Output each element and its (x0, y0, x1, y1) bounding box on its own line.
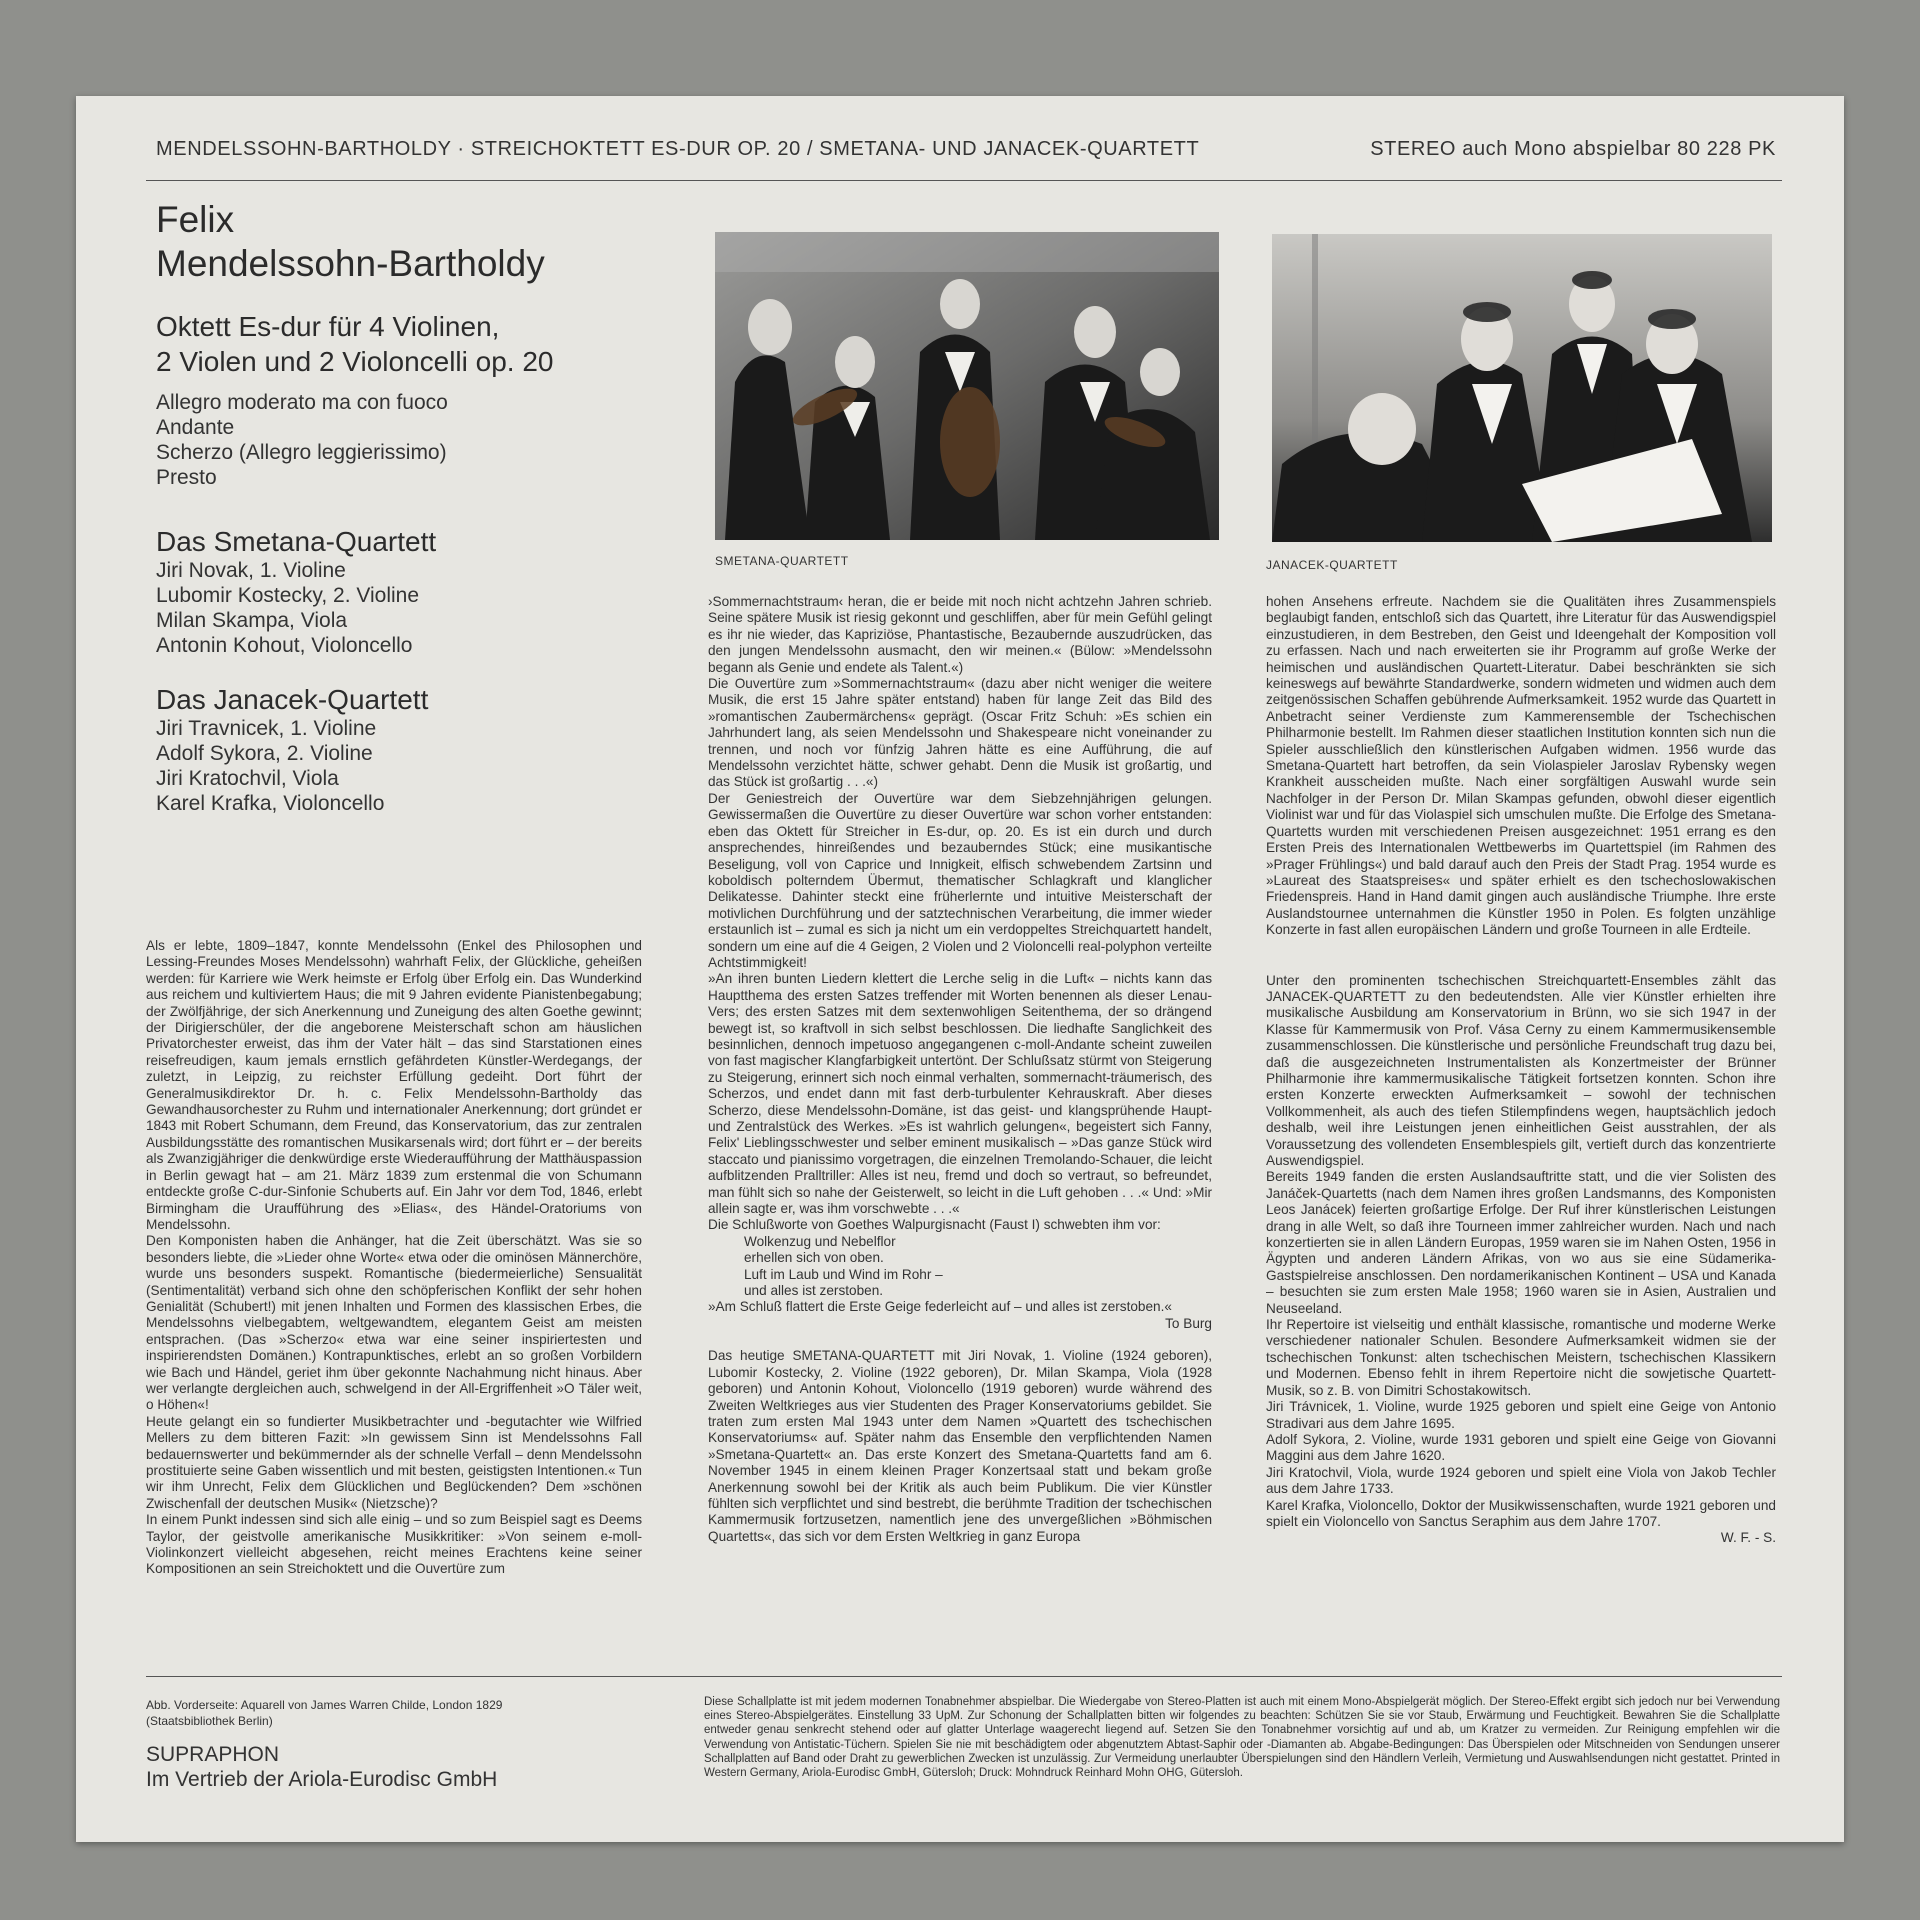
member-item: Milan Skampa, Viola (156, 609, 348, 632)
ensemble-title: Das Janacek-Quartett (156, 684, 429, 715)
work-title (156, 309, 554, 379)
paragraph: Adolf Sykora, 2. Violine, wurde 1931 geboren und spielt eine Geige von Giovanni Maggini aus dem Jahre 1620. (1266, 1431, 1776, 1464)
paragraph: Die Ouvertüre zum »Sommernachtstraum« (dazu aber nicht weniger die weitere Musik, die erst 15 Jahre später entstand) haben für lange Zeit das Bild des »romantischen Zaubermärchens« geprägt. (Oscar Fritz Schuh: »Es schien ein Jahrhundert lang, als seien Mendelssohn und Shakespeare nicht voneinander zu trennen, und noch vor fünfzig Jahren hätte es eine Aufführung, die auf Mendelssohn verzichtet hätte, schwer gehabt. Denn die Musik ist großartig, und das Stück ist großartig . . .«) (708, 676, 1212, 790)
member-list (156, 716, 428, 816)
distributor: Im Vertrieb der Ariola-Eurodisc GmbH (146, 1768, 498, 1791)
work-title-line-2: 2 Violen und 2 Violoncelli op. 20 (156, 346, 554, 377)
member-item: Karel Krafka, Violoncello (156, 792, 385, 815)
paragraph: Karel Krafka, Violoncello, Doktor der Musikwissenschaften, wurde 1921 geboren und spielt ein Violoncello von Sanctus Seraphim aus dem Jahre 1707. (1266, 1497, 1776, 1529)
paragraph: »Am Schluß flattert die Erste Geige federleicht auf – und alles ist zerstoben.« (708, 1299, 1172, 1315)
header-rule (146, 180, 1782, 181)
record-jacket-back (76, 96, 1844, 1842)
record-label (146, 1742, 497, 1792)
paragraph: Als er lebte, 1809–1847, konnte Mendelssohn (Enkel des Philosophen und Lessing-Freundes Moses Mendelssohn) wahrhaft Felix, der Glückliche, geheißen werden: für Karriere wie Werk heimste er Erfolg über Erfolg ein. Das Wunderkind aus reichem und kultiviertem Haus; die mit 9 Jahren evidente Pianistenbegabung; der Zwölfjährige, der sich Anerkennung und Zuneigung des alten Goethe gewinnt; der Dirigierschüler, der die angeborene Meisterschaft schon am häuslichen Privatorchester erweist, das ihm der Vater hält – das sind Starstationen eines reisefreudigen, kaum jemals ernstlich gefährdeten Künstler-Werdegangs, der zuletzt, in Leipzig, zu reichster Erfüllung gedeiht. Dort führt der Generalmusikdirektor Dr. h. c. Felix Mendelssohn-Bartholdy das Gewandhausorchester zu Ruhm und internationaler Anerkennung; dort gründet er 1843 mit Robert Schumann, dem Freund, das Konservatorium, das zur zentralen Ausbildungsstätte des romantischen Musikarsenals wird; dort führt er – der bereits als Zwanzigjähriger die denkwürdige erste Wiederaufführung der Matthäuspassion in Berlin gewagt hat – am 21. März 1839 zum erstenmal die von Schumann entdeckte große C-dur-Sinfonie Schuberts auf. Ein Jahr vor dem Tod, 1846, erlebt Birmingham die Uraufführung des »Elias«, des Händel-Oratoriums von Mendelssohn. (146, 938, 642, 1232)
smetana-photo-image (715, 232, 1219, 540)
cover-credit (146, 1697, 502, 1729)
paragraph: hohen Ansehens erfreute. Nachdem sie die Qualitäten ihres Zusammenspiels beglaubigt fanden, entschloß sich das Quartett, ihre Literatur für das Auswendigspiel einzustudieren, in dem Bestreben, den Geist und Ideengehalt der Komposition voll zu erfassen. Nach und nach erweiterten sie ihr Programm auf große Werke der heimischen und ausländischen Quartett-Literatur. Dabei beschränkten sie sich keineswegs auf bewährte Standardwerke, sondern widmeten und widmen auch dem zeitgenössischen Schaffen gebührende Aufmerksamkeit. 1952 wurde das Quartett in Anbetracht seiner Verdienste zum Kammerensemble der Tschechischen Philharmonie bestellt. Im Rahmen dieser staatlichen Institution konnten sich nun die Spieler ausschließlich den künstlerischen Aufgaben widmen. 1956 wurde das Smetana-Quartett hart betroffen, da sein Violaspieler Jaroslav Rybensky wegen Krankheit ausscheiden mußte. Nach einer sorgfältigen Auswahl wurde sein Nachfolger in der Person Dr. Milan Skampas gefunden, obwohl dieser eigentlich Violinist war und für das Violaspiel sich umschulen mußte. Die Erfolge des Smetana-Quartetts wurden mit verschiedenen Preisen ausgezeichnet: 1951 errang es den Ersten Preis des Internationalen Wettbewerbs im Quartettspiel (im Rahmen des »Prager Frühlings«) und bald darauf auch den Preis der Stadt Prag. 1954 wurde es »Laureat des Staatspreises« und später erhielt es den tschechoslowakischen Friedenspreis. Hand in Hand damit gingen auch ausländische Triumphe. Ihre erste Auslandstournee unternahmen die Künstler 1950 in Polen. Es folgten unzählige Konzerte in fast allen europäischen Ländern und große Tourneen in alle Erdteile. (1266, 594, 1776, 938)
smetana-photo-caption: SMETANA-QUARTETT (715, 554, 849, 568)
paragraph: Jiri Trávnicek, 1. Violine, wurde 1925 geboren und spielt eine Geige von Antonio Stradivari aus dem Jahre 1695. (1266, 1399, 1776, 1431)
composer-last-name: Mendelssohn-Bartholdy (156, 243, 545, 284)
member-item: Lubomir Kostecky, 2. Violine (156, 584, 420, 607)
ensemble-janacek (156, 671, 428, 816)
paragraph: Unter den prominenten tschechischen Streichquartett-Ensembles zählt das JANACEK-QUARTETT zu den bedeutendsten. Alle vier Künstler erhielten ihre musikalische Ausbildung am Konservatorium in Brünn, wo sie sich 1947 in der Klasse für Kammermusik von Prof. Vása Cerny zu einem Kammermusikensemble zusammenschlossen. Die künstlerische und persönliche Freundschaft trug dazu bei, daß die ausgezeichneten Instrumentalisten als Konzertmeister der Brünner Philharmonie ihre kammermusikalische Tätigkeit fortsetzen konnten. Schon ihre ersten Konzerte erweckten Aufmerksamkeit – sowohl der technischen Vollkommenheit, als auch des tiefen Stilempfindens wegen, hauptsächlich jedoch deshalb, weil ihre Leistungen jenen einheitlichen Geist ausstrahlen, der als Voraussetzung des vollendeten Ensemblespiels gilt, vertieft durch das konzentrierte Auswendigspiel. (1266, 972, 1776, 1168)
janacek-photo-caption: JANACEK-QUARTETT (1266, 558, 1398, 572)
member-item: Adolf Sykora, 2. Violine (156, 742, 373, 765)
member-item: Jiri Novak, 1. Violine (156, 559, 346, 582)
author-signature: W. F. - S. (1720, 1530, 1776, 1546)
movement-list (156, 390, 448, 490)
paragraph: Jiri Kratochvil, Viola, wurde 1924 geboren und spielt eine Viola von Jakob Techler aus dem Jahre 1733. (1266, 1464, 1776, 1497)
paragraph: Das heutige SMETANA-QUARTETT mit Jiri Novak, 1. Violine (1924 geboren), Lubomir Kostecky, 2. Violine (1922 geboren), Dr. Milan Skampa, Viola (1928 geboren) und Antonin Kohout, Violoncello (1919 geboren) wurde während des Zweiten Weltkrieges aus vier Studenten des Prager Konservatoriums gebildet. Sie traten zum ersten Mal 1943 unter dem Namen »Quartett des tschechischen Konservatoriums« auf. Später nahm das Ensemble den verpflichtenden Namen »Smetana-Quartett« an. Das erste Konzert des Smetana-Quartetts fand am 6. November 1945 in einem kleinen Prager Konzertsaal statt und bekam große Anerkennung sowohl bei der Kritik als auch beim Publikum. Die vier Künstler fühlten sich verpflichtet und sind bestrebt, die berühmte Tradition der tschechischen Kammermusik fortzusetzen, namentlich jene des unvergeßlichen »Böhmischen Quartetts«, das sich vor dem Ersten Weltkrieg in ganz Europa (708, 1348, 1212, 1544)
poem-line: Luft im Laub und Wind im Rohr – (744, 1266, 943, 1282)
janacek-quartet-photo (1272, 234, 1772, 542)
poem (708, 1234, 1212, 1300)
poem-line: erhellen sich von oben. (744, 1250, 884, 1266)
paragraph: Die Schlußworte von Goethes Walpurgisnacht (Faust I) schwebten ihm vor: (708, 1217, 1161, 1233)
member-list (156, 558, 436, 658)
paragraph: Bereits 1949 fanden die ersten Auslandsauftritte statt, und die vier Solisten des Janáček-Quartetts (nach dem Namen ihres großen Landsmanns, des Komponisten Leos Janácek) feierten großartige Erfolge. Der Ruf ihrer künstlerischen Leistungen drang in alle Welt, so daß ihre Tourneen immer zahlreicher wurden. Nach und nach konzertierten sie in allen Ländern Europas, 1959 waren sie im Nahen Osten, 1956 in Ägypten und anderen Ländern Afrikas, von wo aus sie eine Südamerika-Gastspielreise anschlossen. Den nordamerikanischen Kontinent – USA und Kanada – besuchten sie zum ersten Male 1958; 1960 waren sie in Asien, Australien und Neuseeland. (1266, 1169, 1776, 1316)
paragraph: Der Geniestreich der Ouvertüre war dem Siebzehnjährigen gelungen. Gewissermaßen die Ouvertüre zu dieser Ouvertüre war schon vorher entstanden: eben das Oktett für Streicher in Es-dur, op. 20. Es ist ein durch und durch ansprechendes, hinreißendes und bezauberndes Stück; eine musikantische Beseligung, voll von Caprice und Innigkeit, elfisch schwebendem Zartsinn und koboldisch polterndem Übermut, thematischer Schlagkraft und klanglicher Delikatesse. Dahinter steckt eine früherlernte und intuitive Meisterschaft der motivlichen Durchführung und der satztechnischen Verarbeitung, die immer wieder erstaunlich ist – zumal es sich ja nicht um ein verdoppeltes Streichquartett handelt, sondern um eine auf die 4 Geigen, 2 Violen und 2 Violoncelli real-polyphon verteilte Achtstimmigkeit! (708, 790, 1212, 970)
playback-notice: Diese Schallplatte ist mit jedem modernen Tonabnehmer abspielbar. Die Wiedergabe von Stereo-Platten ist auch mit einem Mono-Abspielgerät möglich. Der Stereo-Effekt ergibt sich jedoch nur bei Verwendung eines Stereo-Abspielgerätes. Einstellung 33 UpM. Zur Schonung der Schallplatten bitten wir folgendes zu beachten: Schützen Sie sie vor Staub, Erwärmung und Feuchtigkeit. Bewahren Sie die Schallplatte entweder genau senkrecht stehend oder auf glatter Unterlage waagerecht liegend auf. Setzen Sie den Tonabnehmer vorsichtig auf und ab, um Kratzer zu vermeiden. Zur Reinigung empfehlen wir die Verwendung von Antistatic-Tüchern. Spielen Sie nie mit beschädigtem oder abgenutztem Abtast-Saphir oder -Diamanten ab. Abgabe-Bedingungen: Das Überspielen oder Mitschneiden von Sendungen unserer Schallplatten auf Band oder Draht zu gewerblichen Zwecken ist unzulässig. Zur Vermeidung unerlaubter Überspielungen sind den Händlern Verleih, Vermietung und Auswahlsendungen nicht gestattet. Printed in Western Germany, Ariola-Eurodisc GmbH, Gütersloh; Druck: Mohndruck Reinhard Mohn OHG, Gütersloh. (704, 1696, 1780, 1780)
header-title: MENDELSSOHN-BARTHOLDY · STREICHOKTETT ES-DUR OP. 20 / SMETANA- UND JANACEK-QUARTETT (156, 138, 1200, 160)
ensemble-title: Das Smetana-Quartett (156, 526, 437, 557)
member-item: Jiri Kratochvil, Viola (156, 767, 339, 790)
author-signature: To Burg (1165, 1315, 1212, 1331)
movement-item: Andante (156, 416, 235, 439)
ensemble-smetana (156, 513, 436, 658)
text-column-1 (146, 938, 642, 1578)
footer-rule (146, 1676, 1782, 1677)
text-column-3 (1266, 594, 1776, 1547)
member-item: Antonin Kohout, Violoncello (156, 634, 413, 657)
paragraph: »An ihren bunten Liedern klettert die Lerche selig in die Luft« – nichts kann das Hauptthema des ersten Satzes treffender mit Worten benennen als dieser Lenau-Vers; des ersten Satzes mit dem sextenwohligen Seitenthema, der so drängend bewegt ist, so kraftvoll in sich selbst beschlossen. Die liedhafte Sanglichkeit des besinnlichen, dennoch impetuoso angegangenen c-moll-Andante scheint zuweilen von fast magischer Klangfarbigkeit untertönt. Der Schlußsatz stürmt von Steigerung zu Steigerung, erinnert sich noch einmal verhalten, sommernacht-träumerisch, des Scherzos, und endet dann mit fast derb-turbulenter Kehrauskraft. Aber dieses Scherzo, diese Mendelssohn-Domäne, ist das geist- und klangsprühende Haupt- und Zentralstück des Werkes. »Es ist wahrlich gelungen«, begeistert sich Fanny, Felix' Lieblingsschwester und selber eminent musikalisch – »Das ganze Stück wird staccato und pianissimo vorgetragen, die einzelnen Tremolando-Schauer, die leicht aufblitzenden Pralltriller: Alles ist neu, fremd und doch so vertraut, so befreundet, man fühlt sich so nahe der Geisterwelt, so leicht in die Luft gehoben . . .« Und: »Mir allein sagte er, was ihm vorschwebte . . .« (708, 971, 1212, 1217)
label-name: SUPRAPHON (146, 1743, 280, 1766)
paragraph: Den Komponisten haben die Anhänger, hat die Zeit überschätzt. Was sie so besonders liebte, die »Lieder ohne Worte« etwa oder die ominösen Männerchöre, wurde uns besonders suspekt. Romantische (biedermeierliche) Sensualität (Sentimentalität) verband sich ohne den schöpferischen Konflikt der sehr hohen Genialität (Schubert!) mit jenen Inhalten und Formen des klassischen Erbes, die Mendelssohns vielbegabtem, weltgewandtem, elegantem Geist am meisten entsprachen. (Das »Scherzo« etwa war eine seiner inspiriertesten und inspirierendsten Domänen.) Kontrapunktisches, erlebt an so großen Vorbildern wie Bach und Händel, geriet ihm über gekonnte Nachahmung nicht hinaus. Aber wer verlangte dergleichen auch, schwelgend in der All-Ergriffenheit »O Täler weit, o Höhen«! (146, 1233, 642, 1413)
paragraph: Heute gelangt ein so fundierter Musikbetrachter und -begutachter wie Wilfried Mellers zu dem bitteren Fazit: »In gewissem Sinn ist Mendelssohns Fall bedauernswerter und bekümmernder als der schnelle Verfall – denn Mendelssohn prostituierte seine Gaben wissentlich und mit besten, geistigsten Intentionen.« Tun wir ihm Unrecht, Felix dem Glücklichen und Beglückenden? Dem »schönen Zwischenfall der deutschen Musik« (Nietzsche)? (146, 1413, 642, 1511)
poem-line: und alles ist zerstoben. (744, 1283, 884, 1299)
jacket-content (76, 96, 1844, 1842)
paragraph: Ihr Repertoire ist vielseitig und enthält klassische, romantische und moderne Werke verschiedener nationaler Schulen. Besondere Aufmerksamkeit widmen sie der tschechischen Tonkunst: alten tschechischen Meistern, tschechischen Klassikern und Modernen. Ebenso fehlt in ihrem Repertoire nicht die sowjetische Quartett-Musik, so z. B. von Dimitri Schostakowitsch. (1266, 1317, 1776, 1398)
paragraph: In einem Punkt indessen sind sich alle einig – und so zum Beispiel sagt es Deems Taylor, der geistvolle amerikanische Musikkritiker: »Von seinem e-moll-Violinkonzert vielleicht abgesehen, reicht meines Erachtens keine seiner Kompositionen an sein Streichoktett und die Ouvertüre zum (146, 1512, 642, 1577)
composer-name (156, 198, 545, 286)
text-column-2 (708, 594, 1212, 1545)
header-catalog: STEREO auch Mono abspielbar 80 228 PK (1370, 138, 1776, 160)
paragraph: ›Sommernachtstraum‹ heran, die er beide mit noch nicht achtzehn Jahren schrieb. Seine spätere Musik ist riesig gekonnt und geschliffen, aber für mein Gefühl gelingt es ihr nie wieder, das Kapriziöse, Phantastische, Bezaubernde auszudrücken, das den jungen Mendelssohn ausmacht, den wir meinen.« (Bülow: »Mendelssohn begann als Genie und endete als Talent.«) (708, 594, 1212, 675)
movement-item: Presto (156, 466, 217, 489)
janacek-photo-image (1272, 234, 1772, 542)
movement-item: Scherzo (Allegro leggierissimo) (156, 441, 447, 464)
credit-line: (Staatsbibliothek Berlin) (146, 1714, 273, 1728)
composer-first-name: Felix (156, 199, 235, 240)
smetana-quartet-photo (715, 232, 1219, 540)
movement-item: Allegro moderato ma con fuoco (156, 391, 448, 414)
header-line (156, 138, 1776, 161)
work-title-line-1: Oktett Es-dur für 4 Violinen, (156, 311, 500, 342)
poem-line: Wolkenzug und Nebelflor (744, 1233, 896, 1249)
credit-line: Abb. Vorderseite: Aquarell von James Warren Childe, London 1829 (146, 1698, 503, 1712)
member-item: Jiri Travnicek, 1. Violine (156, 717, 377, 740)
